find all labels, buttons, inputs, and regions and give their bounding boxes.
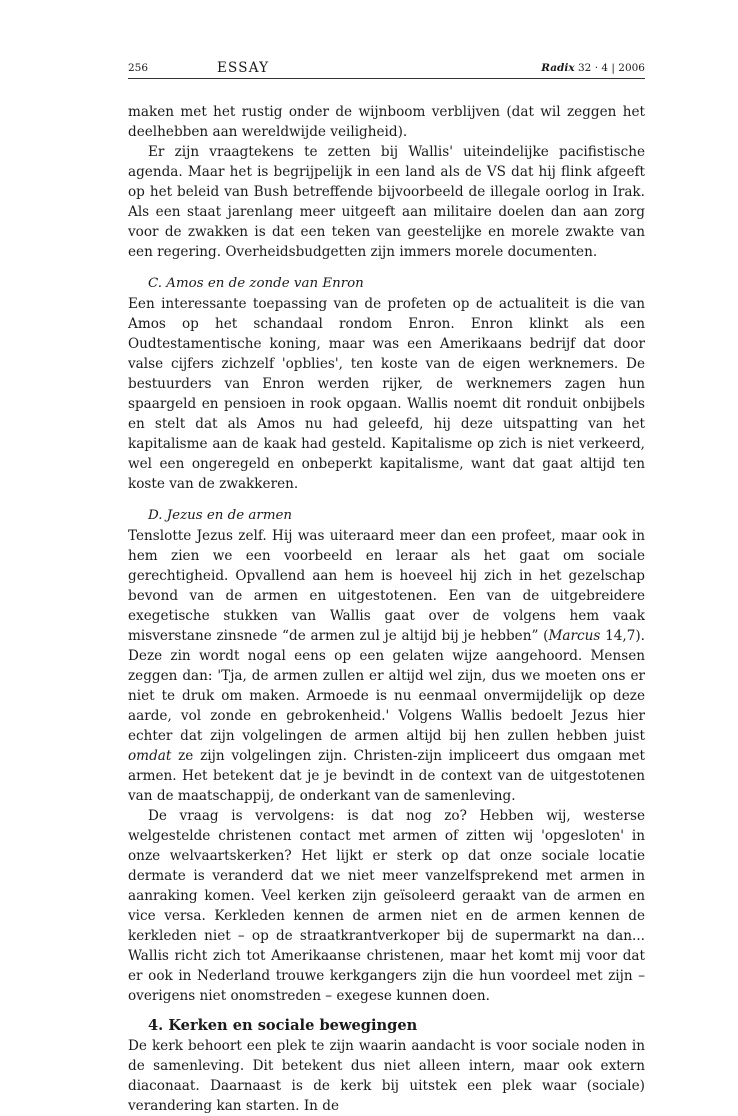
page-number: 256 <box>128 62 149 74</box>
section-label: ESSAY <box>217 60 270 76</box>
journal-name: Radix <box>541 62 575 74</box>
paragraph-welvaartskerken: De vraag is vervolgens: is dat nog zo? Hebben wij, westerse welgestelde christenen contact met armen of zitten wij 'opgesloten' in onze welvaartskerken? Het lijkt er sterk op dat onze sociale locatie dermate is veranderd dat we niet meer vanzelfsprekend met armen in aanraking komen. Veel kerken zijn geïsoleerd geraakt van de armen en vice versa. Kerkleden kennen de armen niet en de armen kennen de kerkleden niet – op de straatkrantverkoper bij de supermarkt na dan... Wallis richt zich tot Amerikaanse christenen, maar het komt mij voor dat er ook in Nederland trouwe kerkgangers zijn die hun voordeel met zijn – overigens niet onomstreden – exegese kunnen doen. <box>128 808 645 1004</box>
paragraph-jezus <box>128 526 645 806</box>
section-heading-kerken: 4. Kerken en sociale bewegingen <box>148 1017 418 1034</box>
paragraph-jezus-part1: Tenslotte Jezus zelf. Hij was uiteraard meer dan een profeet, maar ook in hem zien we een voorbeeld en leraar als het gaat om sociale gerechtigheid. Opvallend aan hem is hoeveel hij zich in het gezelschap bevond van de armen en uitgestotenen. Een van de uitgebreidere exegetische stukken van Wallis gaat over de volgens hem vaak misverstane zinsnede “de armen zul je altijd bij je hebben” ( <box>128 528 645 644</box>
paragraph-wallis-pacifism: Er zijn vraagtekens te zetten bij Wallis' uiteindelijke pacifistische agenda. Maar het is begrijpelijk in een land als de VS dat hij flink afgeeft op het beleid van Bush betreffende bijvoorbeeld de illegale oorlog in Irak. Als een staat jarenlang meer uitgeeft aan militaire doelen dan aan zorg voor de zwakken is dat een teken van geestelijke en morele zwakte van een regering. Overheidsbudgetten zijn immers morele documenten. <box>128 144 645 260</box>
paragraph-jezus-part3: ze zijn volgelingen zijn. Christen-zijn impliceert dus omgaan met armen. Het betekent dat je je bevindt in de context van de uitgestotenen van de maatschappij, de onderkant van de samenleving. <box>128 748 645 804</box>
subheading-jezus-armen: D. Jezus en de armen <box>148 508 293 523</box>
article-body <box>128 102 645 1116</box>
paragraph-jezus-part2: 14,7). Deze zin wordt nogal eens op een gelaten wijze aangehoord. Mensen zeggen dan: 'Tja, de armen zullen er altijd wel zijn, dus we moeten ons er niet te druk om maken. Armoede is nu eenmaal onvermijdelijk op deze aarde, vol zonde en gebrokenheid.' Volgens Wallis bedoelt Jezus hier echter dat zijn volgelingen de armen altijd bij hen zullen hebben juist <box>128 628 645 744</box>
subheading-amos-enron: C. Amos en de zonde van Enron <box>148 276 364 291</box>
paragraph-enron: Een interessante toepassing van de profeten op de actualiteit is die van Amos op het schandaal rondom Enron. Enron klinkt als een Oudtestamentische koning, maar was een Amerikaans bedrijf dat door valse cijfers zichzelf 'opblies', ten koste van de eigen werknemers. De bestuurders van Enron werden rijker, de werknemers zagen hun spaargeld en pensioen in rook opgaan. Wallis noemt dit ronduit onbijbels en stelt dat als Amos nu had geleefd, hij deze uitspatting van het kapitalisme aan de kaak had gesteld. Kapitalisme op zich is niet verkeerd, wel een ongeregeld en onbeperkt kapitalisme, want dat gaat altijd ten koste van de zwakkeren. <box>128 296 645 492</box>
emphasis-omdat: omdat <box>128 748 172 764</box>
running-header <box>128 58 645 79</box>
paragraph-kerk: De kerk behoort een plek te zijn waarin aandacht is voor sociale noden in de samenleving. Dit betekent dus niet alleen intern, maar ook extern diaconaat. Daarnaast is de kerk bij uitstek een plek waar (sociale) verandering kan starten. In de <box>128 1038 645 1114</box>
journal-reference <box>541 62 645 74</box>
bible-reference: Marcus <box>548 628 601 644</box>
journal-issue: 32 · 4 | 2006 <box>578 62 645 74</box>
paragraph-continuation: maken met het rustig onder de wijnboom verblijven (dat wil zeggen het deelhebben aan wereldwijde veiligheid). <box>128 104 645 140</box>
